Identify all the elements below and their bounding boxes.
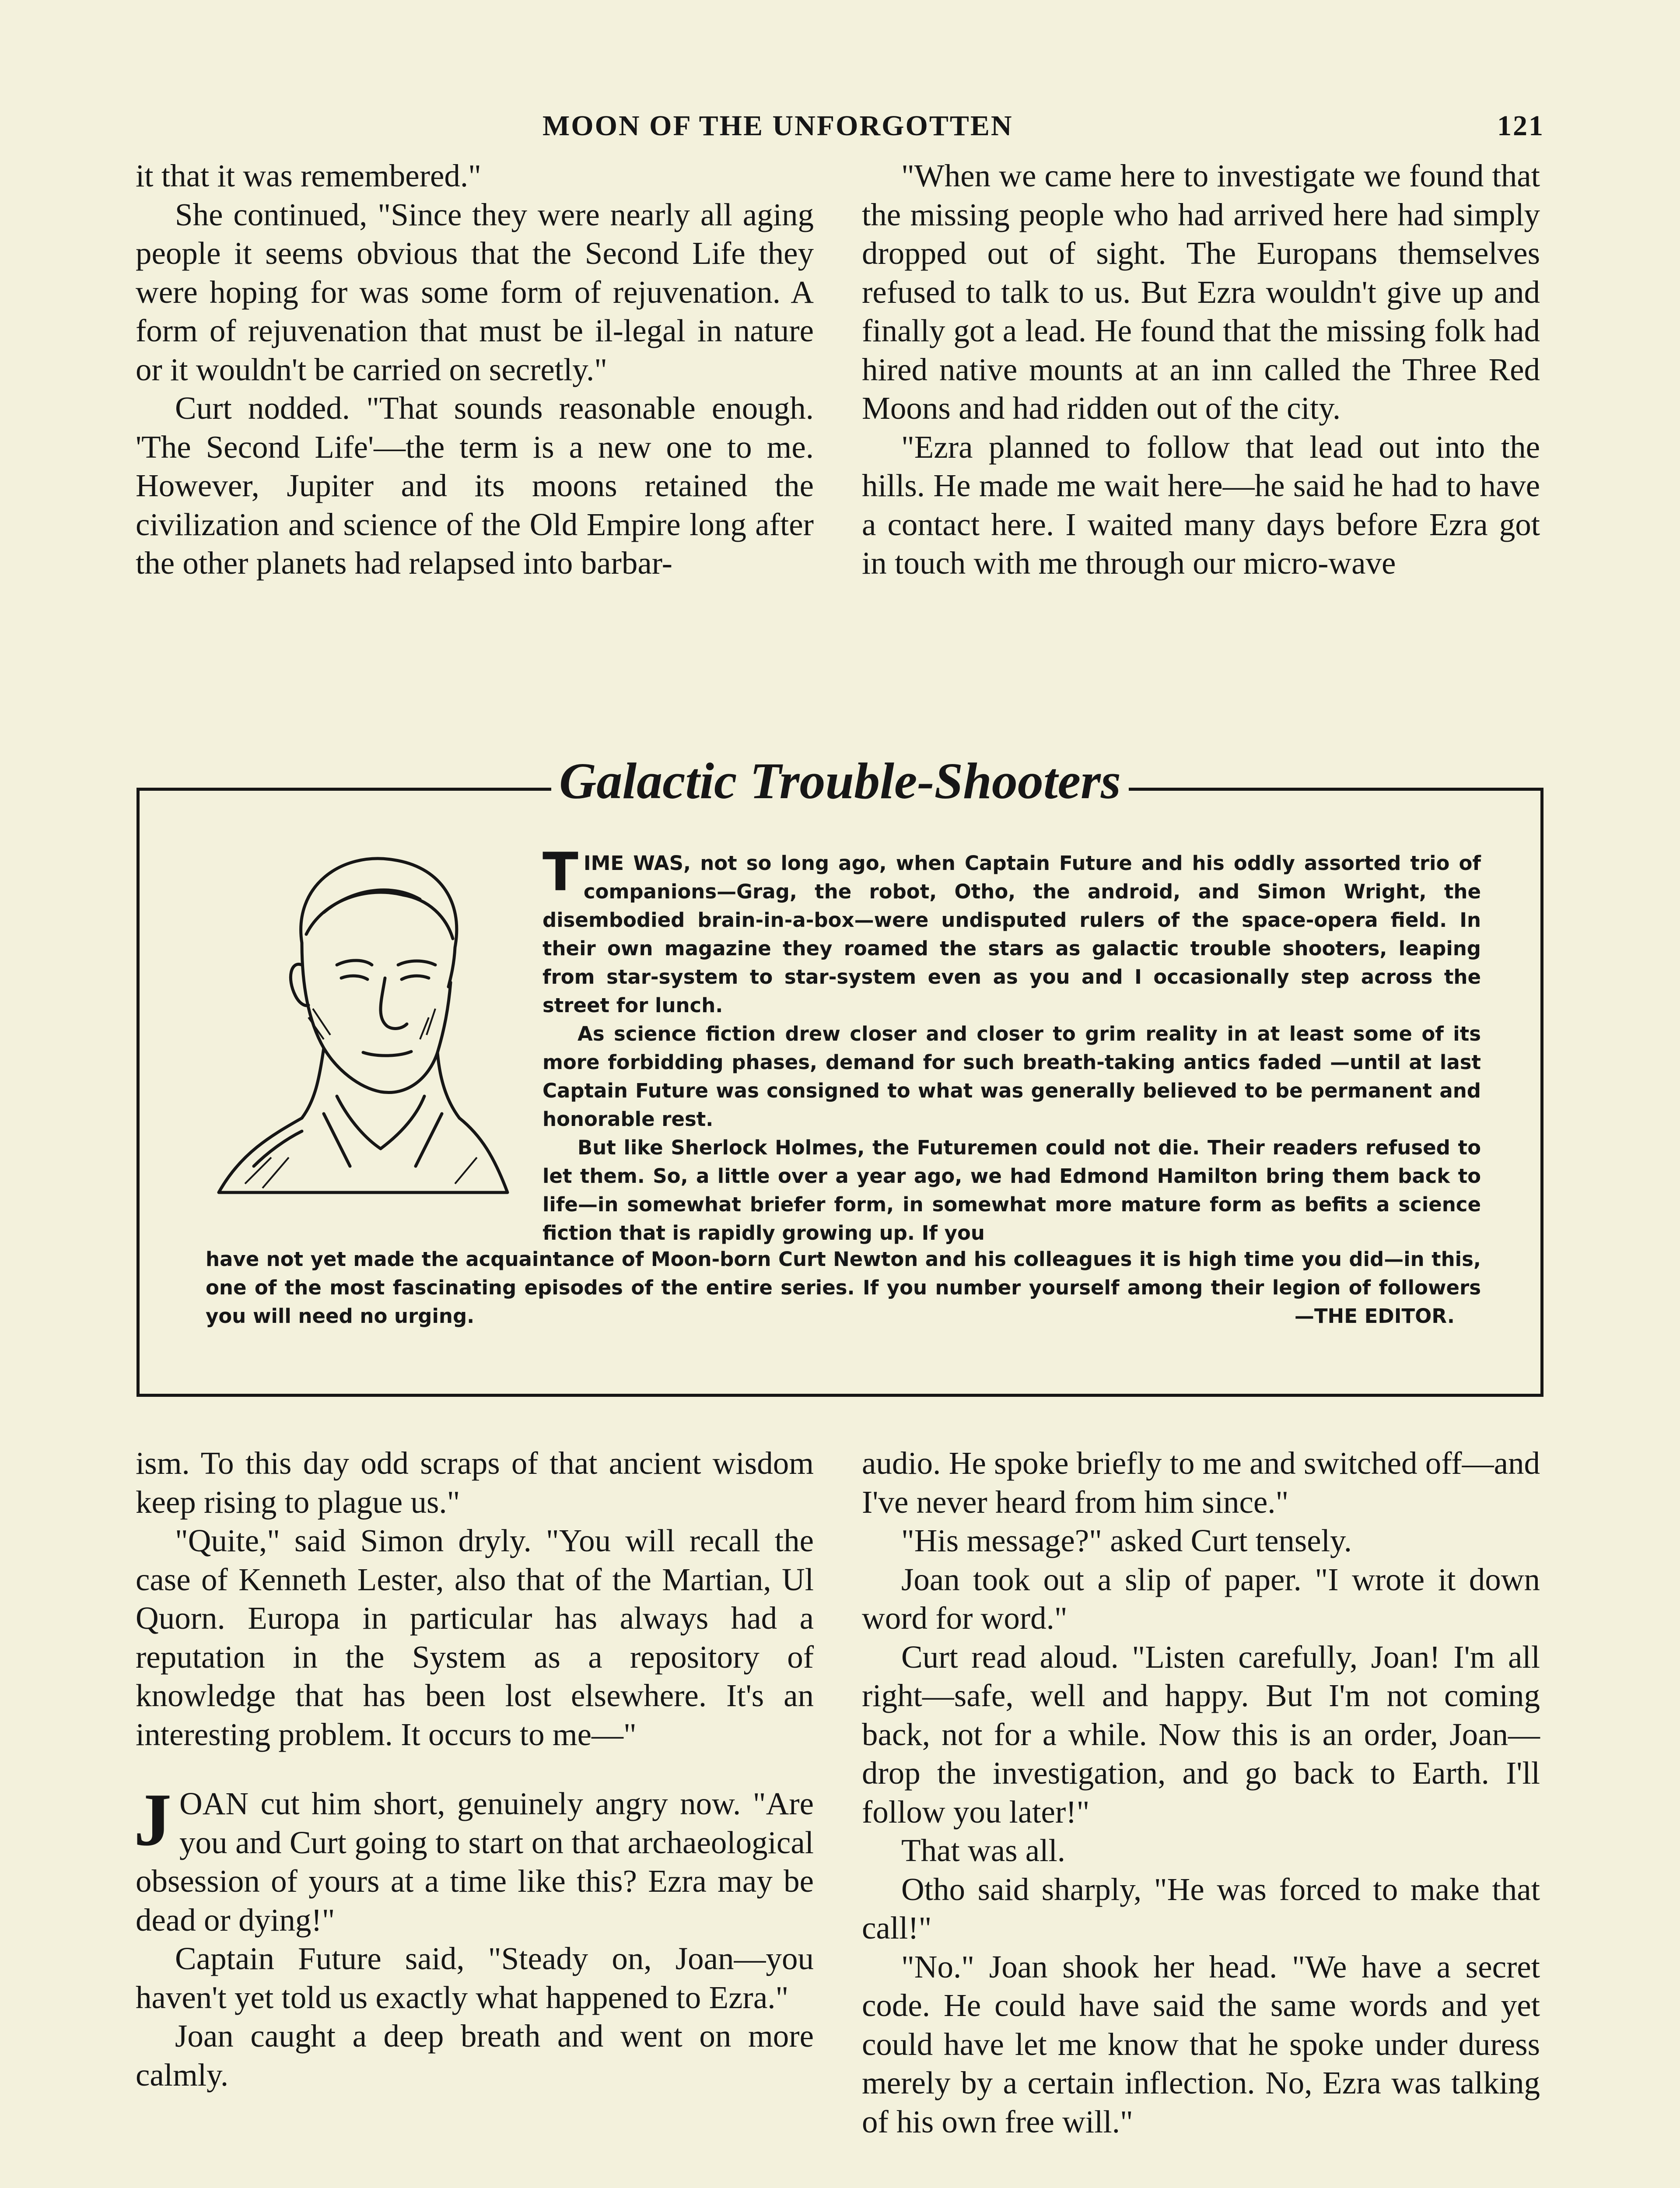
column-top-right bbox=[862, 157, 1540, 583]
paragraph: ism. To this day odd scraps of that ancient wisdom keep rising to plague us." bbox=[136, 1445, 814, 1520]
page-number: 121 bbox=[1497, 110, 1544, 142]
paragraph: She continued, "Since they were nearly all aging people it seems obvious that the Second Life they were hoping for was some form of rejuvenation. A form of rejuvenation that must be il-legal in nature or it wouldn't be carried on secretly." bbox=[136, 196, 814, 387]
paragraph: "No." Joan shook her head. "We have a secret code. He could have said the same words and yet could have let me know that he spoke under duress merely by a certain inflection. No, Ezra was talking of his own free will." bbox=[862, 1949, 1540, 2139]
paragraph: Joan caught a deep breath and went on more calmly. bbox=[136, 2018, 814, 2093]
paragraph: Curt nodded. "That sounds reasonable enough. 'The Second Life'—the term is a new one to me. However, Jupiter and its moons retained the civilization and science of the Old Empire long after the other planets had relapsed into barbar- bbox=[136, 390, 814, 581]
drop-cap-letter: J bbox=[134, 1778, 172, 1862]
paragraph: Curt read aloud. "Listen carefully, Joan! I'm all right—safe, well and happy. But I'm not coming back, not for a while. Now this is an order, Joan—drop the investigation, and go back to Earth. I'll follow you later!" bbox=[862, 1639, 1540, 1830]
column-bottom-right bbox=[862, 1444, 1540, 2141]
editor-signature: —THE EDITOR. bbox=[1294, 1304, 1455, 1328]
editor-note-paragraph: have not yet made the acquaintance of Moon-born Curt Newton and his colleagues it is high time you did—in this, one of the most fascinating episodes of the entire series. If you number yourself among their legion of followers you will need no urging. bbox=[206, 1248, 1481, 1328]
editor-note-paragraph: But like Sherlock Holmes, the Futuremen could not die. Their readers refused to let them. So, a little over a year ago, we had Edmond Hamilton bring them back to life—in somewhat briefer form, in somewhat more mature form as befits a science fiction that is rapidly growing up. If you bbox=[542, 1136, 1481, 1245]
paragraph: "Quite," said Simon dryly. "You will recall the case of Kenneth Lester, also that of the Martian, Ul Quorn. Europa in particular has always had a reputation in the System as a repository of knowledge that has been lost elsewhere. It's an interesting problem. It occurs to me—" bbox=[136, 1523, 814, 1752]
captain-future-portrait bbox=[192, 834, 525, 1219]
paragraph: audio. He spoke briefly to me and switched off—and I've never heard from him since." bbox=[862, 1445, 1540, 1520]
paragraph: "Ezra planned to follow that lead out into the hills. He made me wait here—he said he had to have a contact here. I waited many days before Ezra got in touch with me through our micro-wave bbox=[862, 429, 1540, 581]
editor-note-text-full bbox=[206, 1245, 1481, 1330]
editor-note-paragraph: As science fiction drew closer and closer to grim reality in at least some of its more forbidding phases, demand for such breath-taking antics faded —until at last Captain Future was consigned to what was generally believed to be permanent and honorable rest. bbox=[542, 1022, 1481, 1131]
column-top-left bbox=[136, 157, 814, 583]
column-bottom-left bbox=[136, 1444, 814, 2094]
editor-note-paragraph: IME WAS, not so long ago, when Captain Future and his oddly assorted trio of companions—Grag, the robot, Otho, the android, and Simon Wright, the disembodied brain-in-a-box—were undisputed rulers of the space-opera field. In their own magazine they roamed the stars as galactic trouble shooters, leaping from star-system to star-system even as you and I occasionally step across the street for lunch. bbox=[542, 852, 1481, 1017]
editor-note-text-right bbox=[542, 842, 1481, 1247]
paragraph: "When we came here to investigate we found that the missing people who had arrived here had simply dropped out of sight. The Europans themselves refused to talk to us. But Ezra wouldn't give up and finally got a lead. He found that the missing folk had hired native mounts at an inn called the Three Red Moons and had ridden out of the city. bbox=[862, 158, 1540, 426]
paragraph: That was all. bbox=[901, 1833, 1066, 1868]
editor-note-title-wrap bbox=[136, 744, 1544, 818]
running-header bbox=[136, 109, 1544, 153]
editor-note-title: Galactic Trouble-Shooters bbox=[551, 752, 1129, 810]
paragraph: Joan took out a slip of paper. "I wrote it down word for word." bbox=[862, 1561, 1540, 1636]
editor-note-drop-letter: T bbox=[542, 842, 578, 903]
paragraph: "His message?" asked Curt tensely. bbox=[901, 1523, 1352, 1558]
paragraph: Otho said sharply, "He was forced to make that call!" bbox=[862, 1871, 1540, 1946]
paragraph: OAN cut him short, genuinely angry now. "Are you and Curt going to start on that archaeological obsession of yours at a time like this? Ezra may be dead or dying!" bbox=[136, 1786, 814, 1938]
paragraph: Captain Future said, "Steady on, Joan—you haven't yet told us exactly what happened to Ezra." bbox=[136, 1941, 814, 2015]
paragraph: it that it was remembered." bbox=[136, 158, 481, 193]
story-title: MOON OF THE UNFORGOTTEN bbox=[542, 110, 1013, 142]
